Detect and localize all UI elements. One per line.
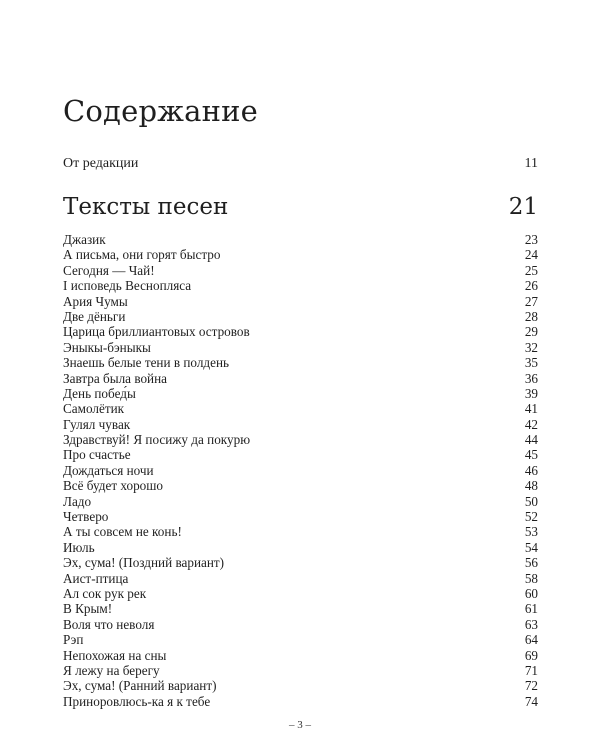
toc-entry [63, 494, 538, 509]
toc-entry [63, 309, 538, 324]
toc-entry [63, 355, 538, 370]
toc-entry-title: Эныкы-бэныкы [63, 339, 151, 355]
page-number: – 3 – [289, 719, 311, 731]
toc-entry-title: Дождаться ночи [63, 462, 154, 478]
toc-entry-title: Самолётик [63, 401, 125, 417]
toc-section-heading [63, 193, 538, 221]
toc-entry [63, 294, 538, 309]
toc-entry-page: 28 [524, 308, 538, 324]
toc-entry-page: 42 [524, 416, 538, 432]
toc-entry-title: Июль [63, 539, 95, 555]
toc-entry-page: 58 [524, 570, 538, 586]
toc-entry-title: I исповедь Веснопляса [63, 278, 192, 294]
toc-entry [63, 386, 538, 401]
toc-entry [63, 648, 538, 663]
toc-entry [63, 694, 538, 709]
toc-entry-page: 32 [524, 339, 538, 355]
toc-entry-title: Эх, сума! (Поздний вариант) [63, 555, 225, 571]
toc-entry [63, 247, 538, 262]
toc-entry-title: Эх, сума! (Ранний вариант) [63, 678, 217, 694]
toc-entry-title: Ал сок рук рек [63, 585, 147, 601]
toc-entry [63, 263, 538, 278]
toc-entry-title: День побед́ы [63, 385, 136, 401]
toc-entry-title: А ты совсем не конь! [63, 524, 182, 540]
toc-entry-page: 25 [524, 262, 538, 278]
toc-entry-page: 52 [524, 509, 538, 525]
section-title: Тексты песен [63, 194, 229, 220]
toc-entry [63, 478, 538, 493]
toc-entry-page: 54 [524, 539, 538, 555]
toc-entry-page: 27 [524, 293, 538, 309]
toc-entry-title: Ладо [63, 493, 92, 509]
toc-entry-title: В Крым! [63, 601, 113, 617]
toc-entry [63, 524, 538, 539]
page-title: Содержание [63, 94, 259, 128]
toc-entry-page: 48 [524, 478, 538, 494]
toc-entry [63, 678, 538, 693]
toc-entry-title: Царица бриллиантовых островов [63, 324, 250, 340]
toc-entry [63, 555, 538, 570]
toc-entry-title: Завтра была война [63, 370, 168, 386]
toc-entry [63, 586, 538, 601]
toc-entry [63, 509, 538, 524]
toc-entry-page: 64 [524, 632, 538, 648]
toc-entry-title: Аист-птица [63, 570, 129, 586]
toc-entry-page: 61 [524, 601, 538, 617]
toc-entry-page: 53 [524, 524, 538, 540]
song-list [63, 232, 538, 709]
toc-entry [63, 340, 538, 355]
toc-entry-page: 35 [524, 355, 538, 371]
toc-entry-page: 56 [524, 555, 538, 571]
toc-entry [63, 432, 538, 447]
toc-entry-page: 45 [524, 447, 538, 463]
toc-entry-page: 29 [524, 324, 538, 340]
toc-entry [63, 278, 538, 293]
section-page: 21 [508, 194, 538, 220]
toc-entry [63, 632, 538, 647]
toc-entry-page: 11 [524, 156, 538, 171]
toc-entry-title: Две дёньги [63, 308, 126, 324]
toc-entry-page: 44 [524, 432, 538, 448]
toc-entry [63, 401, 538, 416]
toc-entry-title: Приноровлюсь-ка я к тебе [63, 693, 211, 709]
toc-entry-title: Ария Чумы [63, 293, 128, 309]
toc-entry [63, 663, 538, 678]
toc-entry-title: Четверо [63, 509, 109, 525]
toc-entry-page: 71 [524, 662, 538, 678]
toc-entry-page: 41 [524, 401, 538, 417]
toc-entry [63, 447, 538, 462]
toc-entry-page: 60 [524, 585, 538, 601]
toc-entry-page: 36 [524, 370, 538, 386]
toc-entry-page: 24 [524, 247, 538, 263]
toc-entry-title: Воля что неволя [63, 616, 155, 632]
toc-entry-title: Здравствуй! Я посижу да покурю [63, 432, 251, 448]
toc-entry-page: 46 [524, 462, 538, 478]
toc-entry-page: 72 [524, 678, 538, 694]
toc-entry [63, 463, 538, 478]
toc-entry [63, 371, 538, 386]
toc-entry [63, 232, 538, 247]
toc-entry-title: Всё будет хорошо [63, 478, 164, 494]
toc-entry-title: Я лежу на берегу [63, 662, 160, 678]
toc-entry-page: 74 [524, 693, 538, 709]
toc-entry-page: 39 [524, 385, 538, 401]
toc-entry [63, 617, 538, 632]
toc-entry-page: 26 [524, 278, 538, 294]
toc-entry [63, 417, 538, 432]
toc-entry [63, 571, 538, 586]
toc-entry-title: Знаешь белые тени в полдень [63, 355, 230, 371]
toc-entry [63, 601, 538, 616]
toc-entry-title: От редакции [63, 156, 139, 171]
toc-entry-page: 23 [524, 232, 538, 247]
toc-entry-page: 69 [524, 647, 538, 663]
toc-entry-editorial [63, 155, 538, 173]
toc-entry-page: 50 [524, 493, 538, 509]
toc-entry-title: Гулял чувак [63, 416, 131, 432]
toc-entry-page: 63 [524, 616, 538, 632]
toc-entry [63, 324, 538, 339]
toc-entry [63, 540, 538, 555]
toc-entry-title: Непохожая на сны [63, 647, 167, 663]
toc-entry-title: Про счастье [63, 447, 131, 463]
toc-entry-title: А письма, они горят быстро [63, 247, 221, 263]
toc-entry-title: Джазик [63, 232, 106, 247]
toc-entry-title: Сегодня — Чай! [63, 262, 155, 278]
toc-entry-title: Рэп [63, 632, 84, 648]
